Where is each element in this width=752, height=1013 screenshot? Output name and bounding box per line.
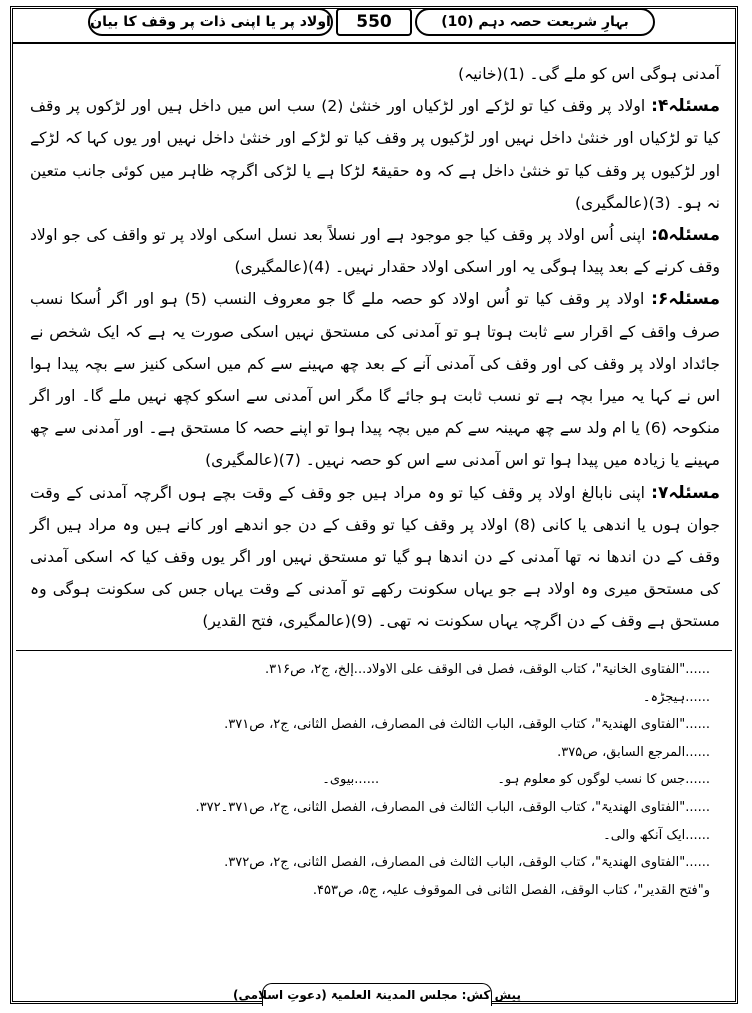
masala-4-term: مسئلہ۴: <box>651 96 720 117</box>
footnote-9-continued: و"فتح القدیر"، کتاب الوقف، الفصل الثانی فی الموقوف علیہ، ج۵، ص۴۵۳. <box>312 882 710 898</box>
masala-7-text: اپنی نابالغ اولاد پر وقف کیا تو وہ مراد ہیں جو وقف کے وقت بچے ہوں اگرچہ آمدنی کے وقت جوان ہوں یا اندھی یا کانی (8) اولاد پر وقف کیا تو وقف کے دن جو اندھے اور کانے ہیں وہ مراد ہیں اگر وقف کے دن اندھا نہ تھا آمدنی کے دن اندھا ہو گیا تو مستحق نہیں اور اگر یوں وقف کیا کہ اسکی آمدنی کی مستحق میری وہ اولاد ہے جو یہاں سکونت رکھے تو آمدنی کے وقت یہاں جس کی سکونت ہوگی وہ مستحق ہے وقف کے دن اگرچہ یہاں سکونت نہ تھی۔ (9)(عالمگیری، فتح القدیر) <box>30 483 721 631</box>
footnote-5-6 <box>40 766 710 794</box>
page-number: 550 <box>356 12 392 32</box>
masala-5-term: مسئلہ۵: <box>651 225 720 246</box>
footnote-5: ......جس کا نسب لوگوں کو معلوم ہو۔ <box>497 772 710 788</box>
book-title-box <box>415 8 655 36</box>
footnote-6: ......بیوی۔ <box>322 772 380 788</box>
masala-4 <box>30 90 720 219</box>
footnote-divider <box>16 650 732 651</box>
masala-6-term: مسئلہ۶: <box>651 289 720 310</box>
footnote-4: ......المرجع السابق، ص۳۷۵. <box>557 744 710 760</box>
footnotes <box>40 656 710 904</box>
main-text <box>30 58 720 638</box>
publisher-text: پیش کش: مجلس المدینۃ العلمیۃ (دعوتِ اسلامی) <box>233 988 521 1002</box>
chapter-title: اولاد پر یا اپنی ذات پر وقف کا بیان <box>90 14 331 30</box>
footnote-8: ......ایک آنکھ والی۔ <box>603 827 710 843</box>
publisher-footer <box>233 983 521 1006</box>
page-header <box>10 8 738 38</box>
footnote-7: ......"الفتاوی الھندیۃ"، کتاب الوقف، الباب الثالث فی المصارف، الفصل الثانی، ج۲، ص۳۷۱۔۳۷۲. <box>195 799 710 815</box>
chapter-title-box <box>88 8 333 36</box>
footnote-1: ......"الفتاوی الخانیۃ"، کتاب الوقف، فصل فی الوقف علی الاولاد...إلخ، ج۲، ص۳۱۶. <box>265 662 710 677</box>
footnote-3: ......"الفتاوی الھندیۃ"، کتاب الوقف، الباب الثالث فی المصارف، الفصل الثانی، ج۲، ص۳۷۱. <box>224 717 710 733</box>
footnote-9: ......"الفتاوی الھندیۃ"، کتاب الوقف، الباب الثالث فی المصارف، الفصل الثانی، ج۲، ص۳۷۲. <box>224 855 710 871</box>
footnote-2: ......ہیجڑہ۔ <box>642 689 710 705</box>
masala-5 <box>30 219 720 283</box>
book-title: بہارِ شریعت حصہ دہم (10) <box>441 14 629 30</box>
masala-7 <box>30 477 720 638</box>
page-number-box <box>336 8 412 36</box>
masala-6-text: اولاد پر وقف کیا تو اُس اولاد کو حصہ ملے گا جو معروف النسب (5) ہو اور اگر اُسکا نسب صرف واقف کے اقرار سے ثابت ہوتا ہو تو آمدنی کی مستحق نہیں اسکی صورت یہ ہے کہ ایک شخص نے جائداد اولاد پر وقف کی اور وقف کی آمدنی آنے کے بعد چھ مہینے سے کم میں اسکی کنیز سے بچہ پیدا ہوا اس نے کہا یہ میرا بچہ ہے تو نسب ثابت ہو جائے گا مگر اس آمدنی سے اسکو کچھ نہیں ملے گا۔ اور اگر منکوحہ (6) یا ام ولد سے چھ مہینہ سے کم میں بچہ پیدا ہوا تو اپنے حصہ کا مستحق ہے۔ اور آمدنی سے چھ مہینے یا زیادہ میں پیدا ہوا تو اس آمدنی سے اس کو حصہ نہیں۔ (7)(عالمگیری) <box>30 290 721 470</box>
continued-line: آمدنی ہوگی اس کو ملے گی۔ (1)(خانیہ) <box>458 65 720 83</box>
masala-4-text: اولاد پر وقف کیا تو لڑکے اور لڑکیاں اور خنثیٰ (2) سب اس میں داخل ہیں اور لڑکوں پر وقف کیا تو لڑکیاں اور خنثیٰ داخل نہیں اور لڑکیوں پر وقف کیا تو لڑکے اور خنثیٰ داخل نہیں اور یوں کہا کہ لڑکے اور لڑکیوں پر وقف کیا تو خنثیٰ داخل ہے کہ وہ حقیقۃً لڑکا ہے یا لڑکی اگرچہ ظاہر میں کوئی جانب متعین نہ ہو۔ (3)(عالمگیری) <box>30 97 720 212</box>
masala-5-text: اپنی اُس اولاد پر وقف کیا جو موجود ہے اور نسلاً بعد نسل اسکی اولاد پر تو واقف کی جو اولاد وقف کرنے کے بعد پیدا ہوگی یہ اور اسکی اولاد حقدار نہیں۔ (4)(عالمگیری) <box>30 226 720 277</box>
header-rule <box>13 42 735 44</box>
masala-7-term: مسئلہ۷: <box>651 482 720 503</box>
masala-6 <box>30 283 720 476</box>
